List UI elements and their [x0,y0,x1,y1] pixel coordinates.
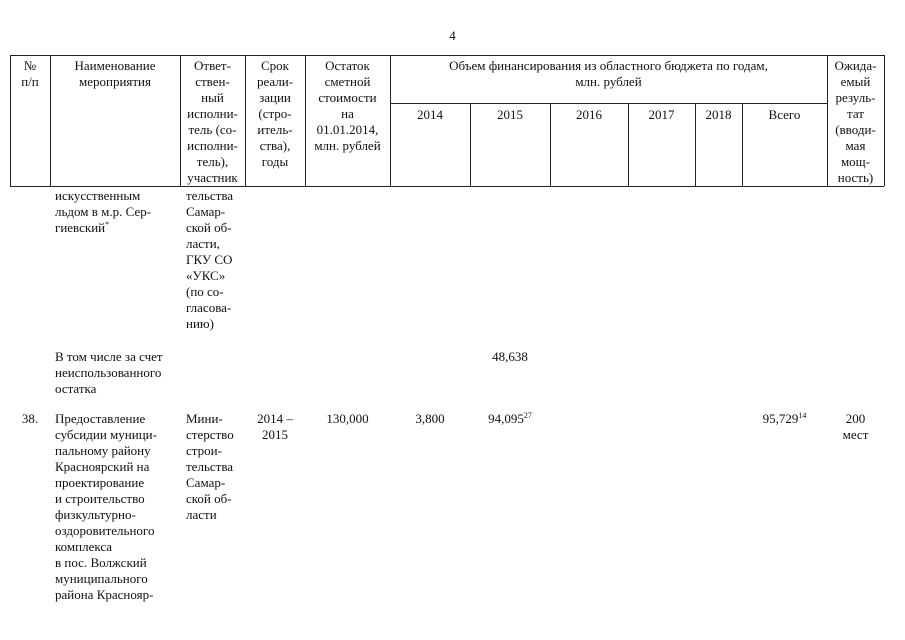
row-executor: тельства Самар- ской об- ласти, ГКУ СО «УКС» (по со- гласова- нию) [186,188,234,331]
header-executor: Ответ- ствен- ный исполни- тель (со- исполни- тель), участник [187,58,238,185]
row-total-value: 95,729 [762,411,799,426]
row-executor: Мини- стерство строи- тельства Самар- ской об- ласти [186,411,234,522]
header-num: № п/п [21,58,39,89]
row-name-cell [55,188,180,236]
footnote-mark: 27 [523,411,532,420]
header-year-2018: 2018 [705,107,732,122]
header-result: Ожида- емый резуль- тат (вводи- мая мощ- ность) [834,58,877,185]
row-2015-value: 94,095 [488,411,524,426]
row-2015-cell [470,411,550,427]
col-border [884,55,885,186]
header-term: Срок реали- зации (стро- итель- ства), годы [256,58,294,169]
row-name: Предоставление субсидии муници- пальному району Красноярский на проектирование и строительство физкультурно- оздоровительного комплекса в пос. Волжский муниципального района Краснояр- [55,411,157,602]
header-funding: Объем финансирования из областного бюджета по годам, млн. рублей [449,58,768,89]
header-name: Наименование мероприятия [74,58,156,89]
row-result: 200 мест [842,411,869,442]
header-year-2017: 2017 [648,107,675,122]
header-balance: Остаток сметной стоимости на 01.01.2014, млн. рублей [314,58,381,153]
row-term: 2014 – 2015 [257,411,293,442]
header-year-2015: 2015 [497,107,523,122]
header-bottom-border [10,186,884,187]
row-total-cell [742,411,827,427]
row-2015-value: 48,638 [492,349,528,364]
years-header-divider [390,103,827,104]
header-total: Всего [768,107,801,122]
footnote-mark: 14 [798,411,807,420]
row-num: 38. [21,411,39,426]
footnote-mark: * [105,220,110,229]
row-balance: 130,000 [326,411,369,426]
header-year-2016: 2016 [576,107,602,122]
header-year-2014: 2014 [417,107,443,122]
row-2014-value: 3,800 [415,411,445,426]
row-name: В том числе за счет неиспользованного остатка [55,349,163,396]
table-top-border [10,55,884,56]
row-name: искусственным льдом в м.р. Сер- гиевский [55,188,152,235]
page-number: 4 [449,28,456,43]
